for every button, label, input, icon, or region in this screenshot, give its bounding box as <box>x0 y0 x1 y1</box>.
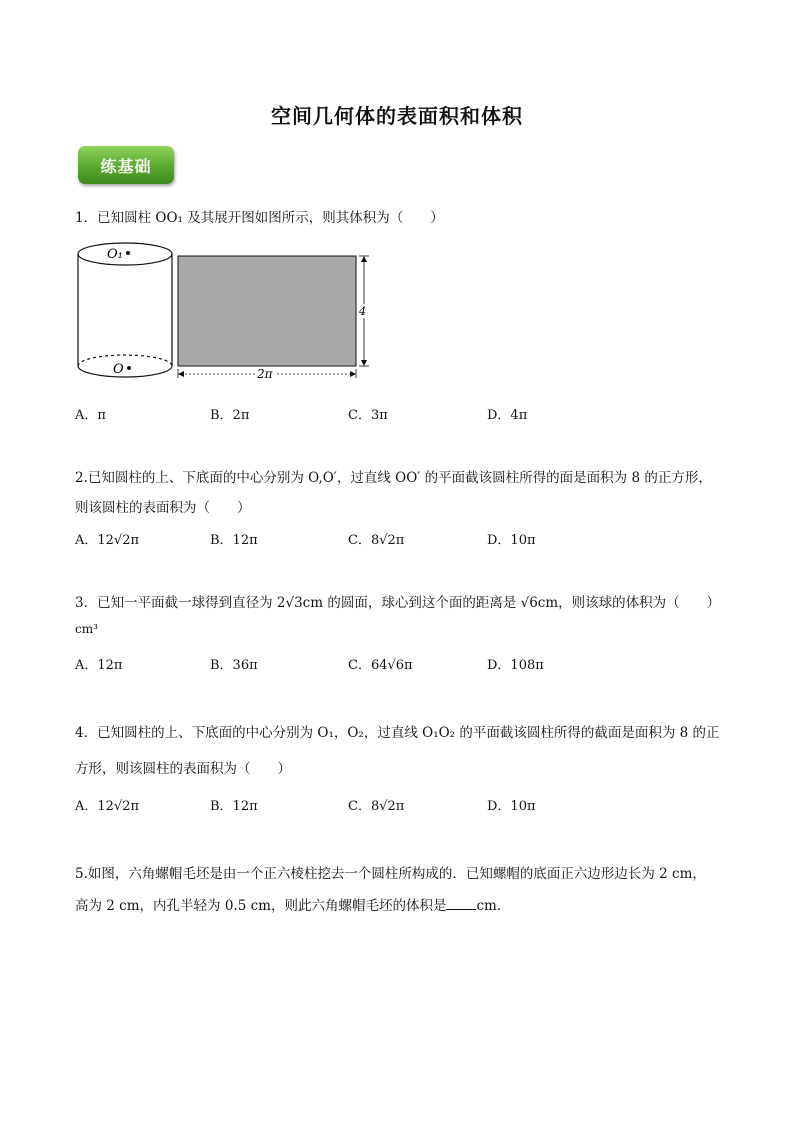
question-5-text-line1: 5.如图，六角螺帽毛坯是由一个正六棱柱挖去一个圆柱所构成的．已知螺帽的底面正六边形边长为 2 cm， <box>75 866 706 882</box>
q2-option-d[interactable]: D．10π <box>487 533 536 548</box>
question-3-text-line1: 3．已知一平面截一球得到直径为 2√3cm 的圆面，球心到这个面的距离是 √6cm，则该球的体积为（ ） <box>75 595 721 611</box>
label-o1: O₁ <box>107 247 123 262</box>
cylinder-shape <box>78 243 172 377</box>
q4-option-d[interactable]: D．10π <box>487 799 536 814</box>
page-title: 空间几何体的表面积和体积 <box>271 104 523 128</box>
q3-option-a[interactable]: A．12π <box>75 658 123 673</box>
answer-blank[interactable] <box>446 897 476 910</box>
q4-option-a[interactable]: A．12√2π <box>75 799 140 814</box>
question-2-text-line1: 2.已知圆柱的上、下底面的中心分别为 O,O′，过直线 OO′ 的平面截该圆柱所得的面是面积为 8 的正方形， <box>75 470 712 486</box>
bottom-center-dot <box>127 366 131 370</box>
cylinder-net-figure <box>75 238 375 383</box>
net-rectangle <box>178 256 356 366</box>
top-center-dot <box>126 251 130 255</box>
question-4-text-line2: 方形，则该圆柱的表面积为（ ） <box>75 761 291 777</box>
question-5-text-line2 <box>75 894 501 914</box>
q2-option-c[interactable]: C．8√2π <box>348 533 405 548</box>
q1-option-b[interactable]: B．2π <box>210 408 250 423</box>
q3-option-c[interactable]: C．64√6π <box>348 658 413 673</box>
question-2-text-line2: 则该圆柱的表面积为（ ） <box>75 500 251 516</box>
section-badge: 练基础 <box>78 146 174 184</box>
q2-option-b[interactable]: B．12π <box>210 533 258 548</box>
label-o: O <box>113 362 124 377</box>
q1-option-a[interactable]: A．π <box>75 408 106 423</box>
q4-option-c[interactable]: C．8√2π <box>348 799 405 814</box>
width-label: 2π <box>257 367 273 381</box>
q1-option-c[interactable]: C．3π <box>348 408 388 423</box>
question-1-text: 1．已知圆柱 OO₁ 及其展开图如图所示，则其体积为（ ） <box>75 210 444 226</box>
question-4-text-line1: 4．已知圆柱的上、下底面的中心分别为 O₁，O₂，过直线 O₁O₂ 的平面截该圆柱所得的截面是面积为 8 的正 <box>75 725 720 741</box>
q4-option-b[interactable]: B．12π <box>210 799 258 814</box>
q1-option-d[interactable]: D．4π <box>487 408 528 423</box>
q2-option-a[interactable]: A．12√2π <box>75 533 140 548</box>
q3-option-b[interactable]: B．36π <box>210 658 258 673</box>
q3-option-d[interactable]: D．108π <box>487 658 544 673</box>
question-3-text-line2: cm³ <box>75 622 98 636</box>
height-label: 4 <box>359 305 366 318</box>
question-5-unit: cm. <box>476 898 502 914</box>
question-5-text-line2a: 高为 2 cm，内孔半轻为 0.5 cm，则此六角螺帽毛坯的体积是 <box>75 898 447 914</box>
